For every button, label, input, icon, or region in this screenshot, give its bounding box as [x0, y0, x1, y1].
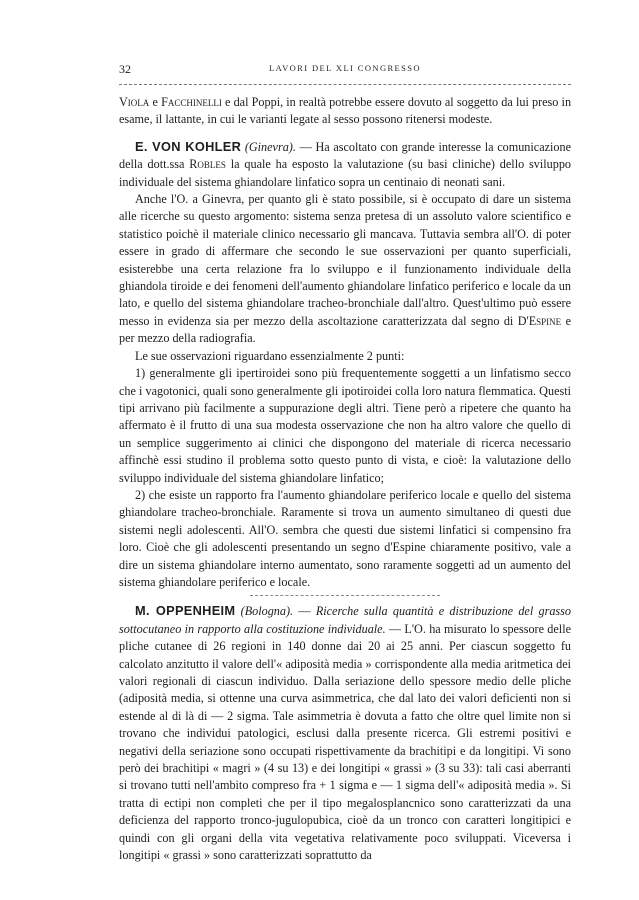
kohler-text-b: la quale ha esposto la valutazione (su basi cliniche) dello sviluppo individuale del sistema ghiandolare linfatico sopra un centinaio di neonati sani.	[119, 157, 572, 189]
kohler-point-2: 2) che esiste un rapporto fra l'aumento ghiandolare periferico locale e quello del sistema ghiandolare tracheo-bronchiale. Raramente si trova un aumento simultaneo di questi due sistemi negli adolescenti. All'O. sembra che questi due sistemi linfatici si compensino fra loro. Cioè che gli adolescenti presentando un segno d'Espine chiaramente positivo, vale a dire un sistema ghiandolare interno aumentato, sono raramente soggetti ad un aumento del sistema ghiandolare periferico e locale.	[119, 487, 571, 589]
oppenheim-text: — L'O. ha misurato lo spessore delle pliche cutanee di 26 regioni in 140 donne dai 20 ai 25 anni. Per ciascun soggetto fu calcolato anzitutto il valore dell'« adiposità media » corrispondente alla media aritmetica dei valori regionali di ciascun individuo. Dalla seriazione dello spessore medio delle pliche (adiposità media, si ottenne una curva asimmetrica, che dal lato dei valori deficienti non si estende al di là di — 2 sigma. Tale asimmetria è dovuta a fatto che oltre quel limite non si trovano che individui patologici, esclusi dalla presente ricerca. Gli estremi positivi e negativi della seriazione sono occupati rispettivamente da brachitipi e da longitipi. Vi sono però dei brachitipi « magri » (4 su 13) e dei longitipi « grassi » (3 su 33): tali casi aberranti si trovano tutti nell'ambito compreso fra + 1 sigma e — 1 sigma dell'« adiposità media ». Si tratta di ectipi non completi che per il tipo megalosplancnico sono caratterizzati da una deficienza del rapporto tronco-jugulopubica, cioè da un tronco con caratteri longitipici e quindi con gli organi della vita vegetativa relativamente poco sviluppati. Viceversa i longitipi « grassi » sono caratterizzati soprattutto da	[119, 621, 571, 863]
author-viola: Viola	[119, 95, 150, 109]
kohler-point-1: 1) generalmente gli ipertiroidei sono più frequentemente soggetti a un linfatismo secco che i vagotonici, quali sono generalmente gli ipotiroidei colla loro natura flemmatica. Questi tipi arrivano più facilmente a suppurazione degli altri. Tiene però a ripetere che quanto ha affermato è il frutto di una sua modesta osservazione che non ha altro valore che quello di un semplice suggerimento ai clinici che dispongono del materiale di ricerca necessario affinchè essi studino il problema sotto questo punto di vista, e cioè: la valutazione dello sviluppo individuale del sistema ghiandolare linfatico;	[119, 366, 571, 485]
kohler-paragraph-2	[119, 191, 571, 348]
section-divider	[250, 595, 440, 596]
header-rule	[119, 84, 571, 85]
oppenheim-paragraph	[119, 602, 571, 864]
oppenheim-author: M. OPPENHEIM	[135, 603, 236, 619]
author-facchinelli: Facchinelli	[161, 95, 222, 109]
kohler-paragraph	[119, 138, 571, 191]
page-number: 32	[119, 62, 131, 76]
oppenheim-title: Ricerche sulla quantità e distribuzione del grasso sottocutaneo in rapporto alla costituzione individuale.	[119, 604, 571, 636]
kohler-text-c: Anche l'O. a Ginevra, per quanto gli è stato possibile, si è occupato di dare un sistema alle ricerche su questo argomento: sistema senza pretesa di un assoluto valore scientifico e statistico poichè il materiale clinico necessario gli mancava. Tuttavia sembra all'O. di poter essere in grado di affermare che secondo le sue osservazioni per quanto superficiali, esisterebbe una certa relazione fra lo sviluppo e il funzionamento individuale della ghiandola tiroide e dei fenomeni dell'aumento ghiandolare linfatico periferico e locale da un lato, e quello del sistema ghiandolare tracheo-bronchiale dall'altro. Quest'ultimo può essere messo in evidenza sia per mezzo della ascoltazione caratterizzata dal segno di D'	[119, 192, 571, 328]
running-title: LAVORI DEL XLI CONGRESSO	[269, 63, 421, 73]
kohler-points-intro: Le sue osservazioni riguardano essenzialmente 2 punti:	[135, 348, 405, 363]
author-robles: Robles	[189, 157, 226, 172]
oppenheim-dash: —	[293, 604, 316, 619]
intro-conjunction: e	[152, 95, 158, 109]
page-header	[119, 62, 571, 78]
kohler-place: (Ginevra).	[244, 139, 296, 154]
oppenheim-place: (Bologna).	[240, 604, 294, 619]
intro-text: e dal Poppi, in realtà potrebbe essere dovuto al soggetto da lui preso in esame, il lattante, in cui le varianti legate al sesso possono ritenersi modeste.	[119, 95, 572, 127]
author-espine: Espine	[528, 313, 562, 328]
body-text	[119, 94, 571, 864]
journal-page	[119, 62, 571, 864]
kohler-text-a: — Ha ascoltato con grande interesse la comunicazione della dott.ssa	[119, 139, 571, 172]
kohler-text-d: e per mezzo della radiografia.	[119, 313, 571, 346]
kohler-author: E. VON KOHLER	[135, 138, 242, 154]
intro-paragraph	[119, 94, 571, 129]
